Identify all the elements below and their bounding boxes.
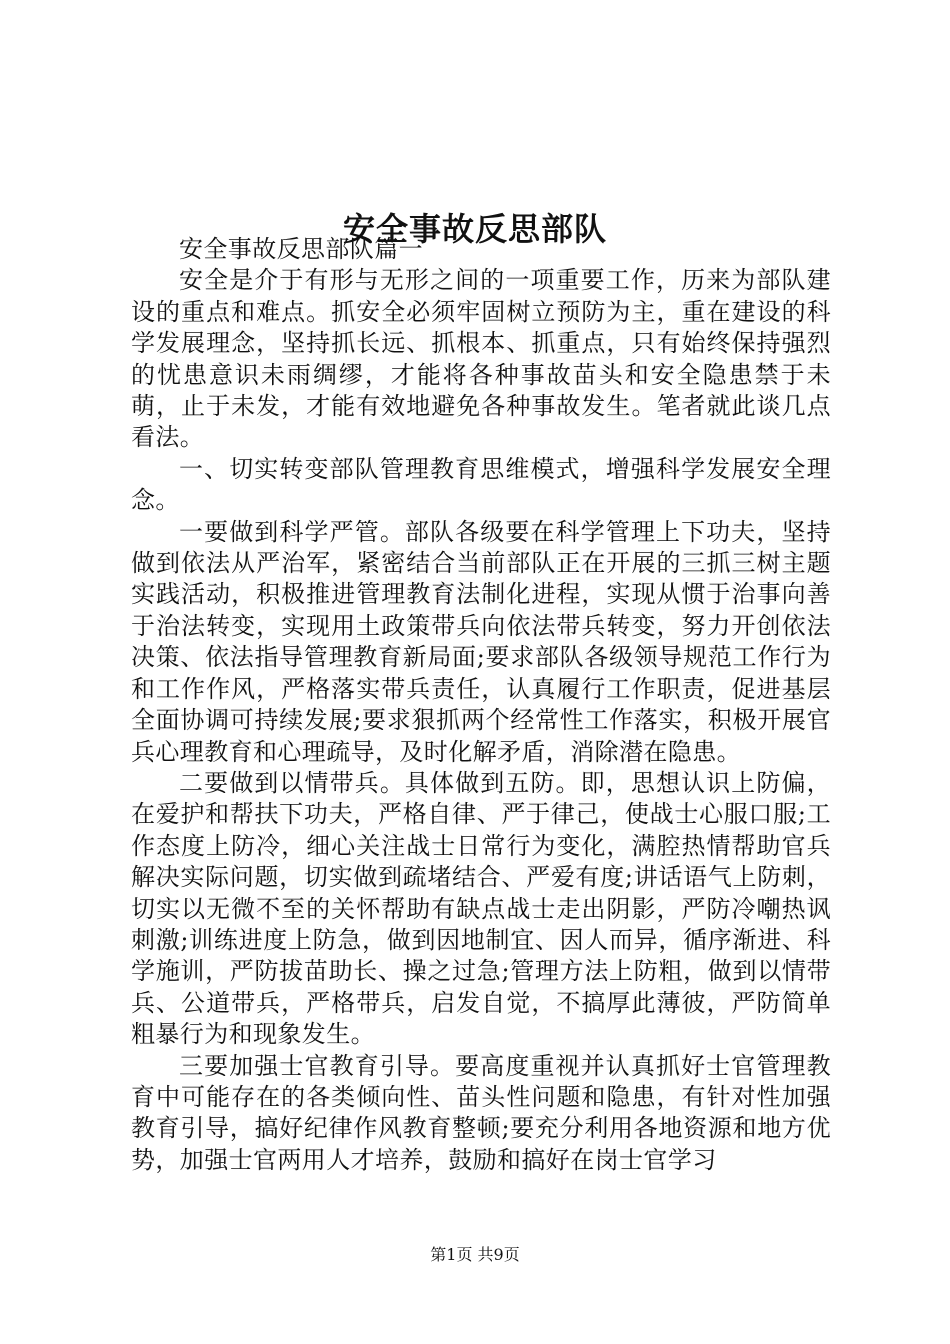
section-heading: 安全事故反思部队篇一 xyxy=(179,235,423,263)
paragraph: 安全是介于有形与无形之间的一项重要工作，历来为部队建设的重点和难点。抓安全必须牢固树立预防为主，重在建设的科学发展理念，坚持抓长远、抓根本、抓重点，只有始终保持强烈的忧患意识未雨绸缪，才能将各种事故苗头和安全隐患禁于未萌，止于未发，才能有效地避免各种事故发生。笔者就此谈几点看法。 xyxy=(131,266,831,452)
document-title: 安全事故反思部队 xyxy=(342,210,607,249)
page-footer: 第1页 共9页 xyxy=(430,1245,520,1264)
paragraph: 三要加强士官教育引导。要高度重视并认真抓好士官管理教育中可能存在的各类倾向性、苗头性问题和隐患，有针对性加强教育引导，搞好纪律作风教育整顿;要充分利用各地资源和地方优势，加强士官两用人才培养，鼓励和搞好在岗士官学习 xyxy=(131,1051,831,1174)
paragraph: 一要做到科学严管。部队各级要在科学管理上下功夫，坚持做到依法从严治军，紧密结合当前部队正在开展的三抓三树主题实践活动，积极推进管理教育法制化进程，实现从惯于治事向善于治法转变，实现用土政策带兵向依法带兵转变，努力开创依法决策、依法指导管理教育新局面;要求部队各级领导规范工作行为和工作作风，严格落实带兵责任，认真履行工作职责，促进基层全面协调可持续发展;要求狠抓两个经常性工作落实，积极开展官兵心理教育和心理疏导，及时化解矛盾，消除潜在隐患。 xyxy=(131,517,831,766)
document-body xyxy=(131,234,831,1176)
paragraph: 一、切实转变部队管理教育思维模式，增强科学发展安全理念。 xyxy=(131,454,831,515)
paragraph: 二要做到以情带兵。具体做到五防。即，思想认识上防偏，在爱护和帮扶下功夫，严格自律、严于律己，使战士心服口服;工作态度上防冷，细心关注战士日常行为变化，满腔热情帮助官兵解决实际问题，切实做到疏堵结合、严爱有度;讲话语气上防刺，切实以无微不至的关怀帮助有缺点战士走出阴影，严防冷嘲热讽刺激;训练进度上防急，做到因地制宜、因人而异，循序渐进、科学施训，严防拔苗助长、操之过急;管理方法上防粗，做到以情带兵、公道带兵，严格带兵，启发自觉，不搞厚此薄彼，严防简单粗暴行为和现象发生。 xyxy=(131,768,831,1049)
